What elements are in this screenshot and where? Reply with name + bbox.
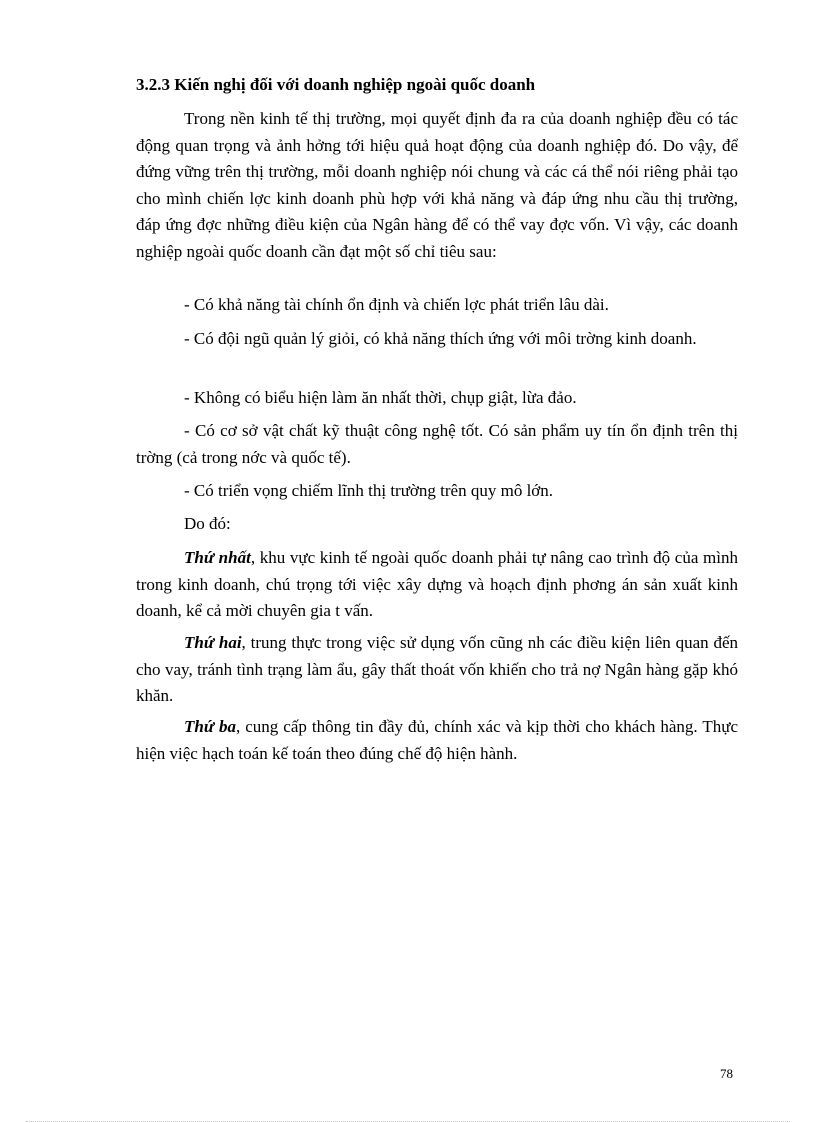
- point-paragraph-3: [136, 714, 738, 767]
- point-text-1: , khu vực kinh tế ngoài quốc doanh phải tự nâng cao trình độ của mình trong kinh doanh, chú trọng tới việc xây dựng và hoạch định phơng án sản xuất kinh doanh, kể cả mời chuyên gia t vấn.: [136, 548, 738, 620]
- point-text-3: , cung cấp thông tin đầy đủ, chính xác và kịp thời cho khách hàng. Thực hiện việc hạch toán kế toán theo đúng chế độ hiện hành.: [136, 717, 738, 763]
- criteria-item-1: - Có khả năng tài chính ổn định và chiến lợc phát triển lâu dài.: [184, 295, 609, 314]
- criteria-item-2: - Có đội ngũ quản lý giỏi, có khả năng thích ứng với môi trờng kinh doanh.: [184, 329, 697, 348]
- point-text-2: , trung thực trong việc sử dụng vốn cũng nh các điều kiện liên quan đến cho vay, tránh tình trạng làm ẩu, gây thất thoát vốn khiến cho trả nợ Ngân hàng gặp khó khăn.: [136, 633, 739, 705]
- intro-paragraph: Trong nền kinh tế thị trường, mọi quyết định đa ra của doanh nghiệp đều có tác động quan trọng và ảnh hởng tới hiệu quả hoạt động của doanh nghiệp đó. Do vậy, để đứng vững trên thị trường, mỗi doanh nghiệp nói chung và các cá thể nói riêng phải tạo cho mình chiến lợc kinh doanh phù hợp với khả năng và đáp ứng nhu cầu thị trường, đáp ứng đợc những điều kiện của Ngân hàng để có thể vay đợc vốn. Vì vậy, các doanh nghiệp ngoài quốc doanh cần đạt một số chỉ tiêu sau:: [136, 109, 738, 261]
- page-bottom-divider: [26, 1121, 790, 1122]
- section-heading: 3.2.3 Kiến nghị đối với doanh nghiệp ngoài quốc doanh: [136, 75, 536, 94]
- criteria-item-4: - Có cơ sở vật chất kỹ thuật công nghệ tốt. Có sản phẩm uy tín ổn định trên thị trờng (cả trong nớc và quốc tế).: [136, 421, 738, 467]
- page-number: 78: [720, 1066, 733, 1081]
- criteria-item-3: - Không có biểu hiện làm ăn nhất thời, chụp giật, lừa đảo.: [184, 388, 577, 407]
- point-lead-1: Thứ nhất: [184, 548, 251, 567]
- point-lead-2: Thứ hai: [184, 633, 242, 652]
- point-paragraph-1: [136, 545, 738, 625]
- criteria-item-5: - Có triển vọng chiếm lĩnh thị trường trên quy mô lớn.: [184, 481, 554, 500]
- transition-text: Do đó:: [184, 514, 231, 533]
- point-lead-3: Thứ ba: [184, 717, 237, 736]
- point-paragraph-2: [136, 630, 738, 710]
